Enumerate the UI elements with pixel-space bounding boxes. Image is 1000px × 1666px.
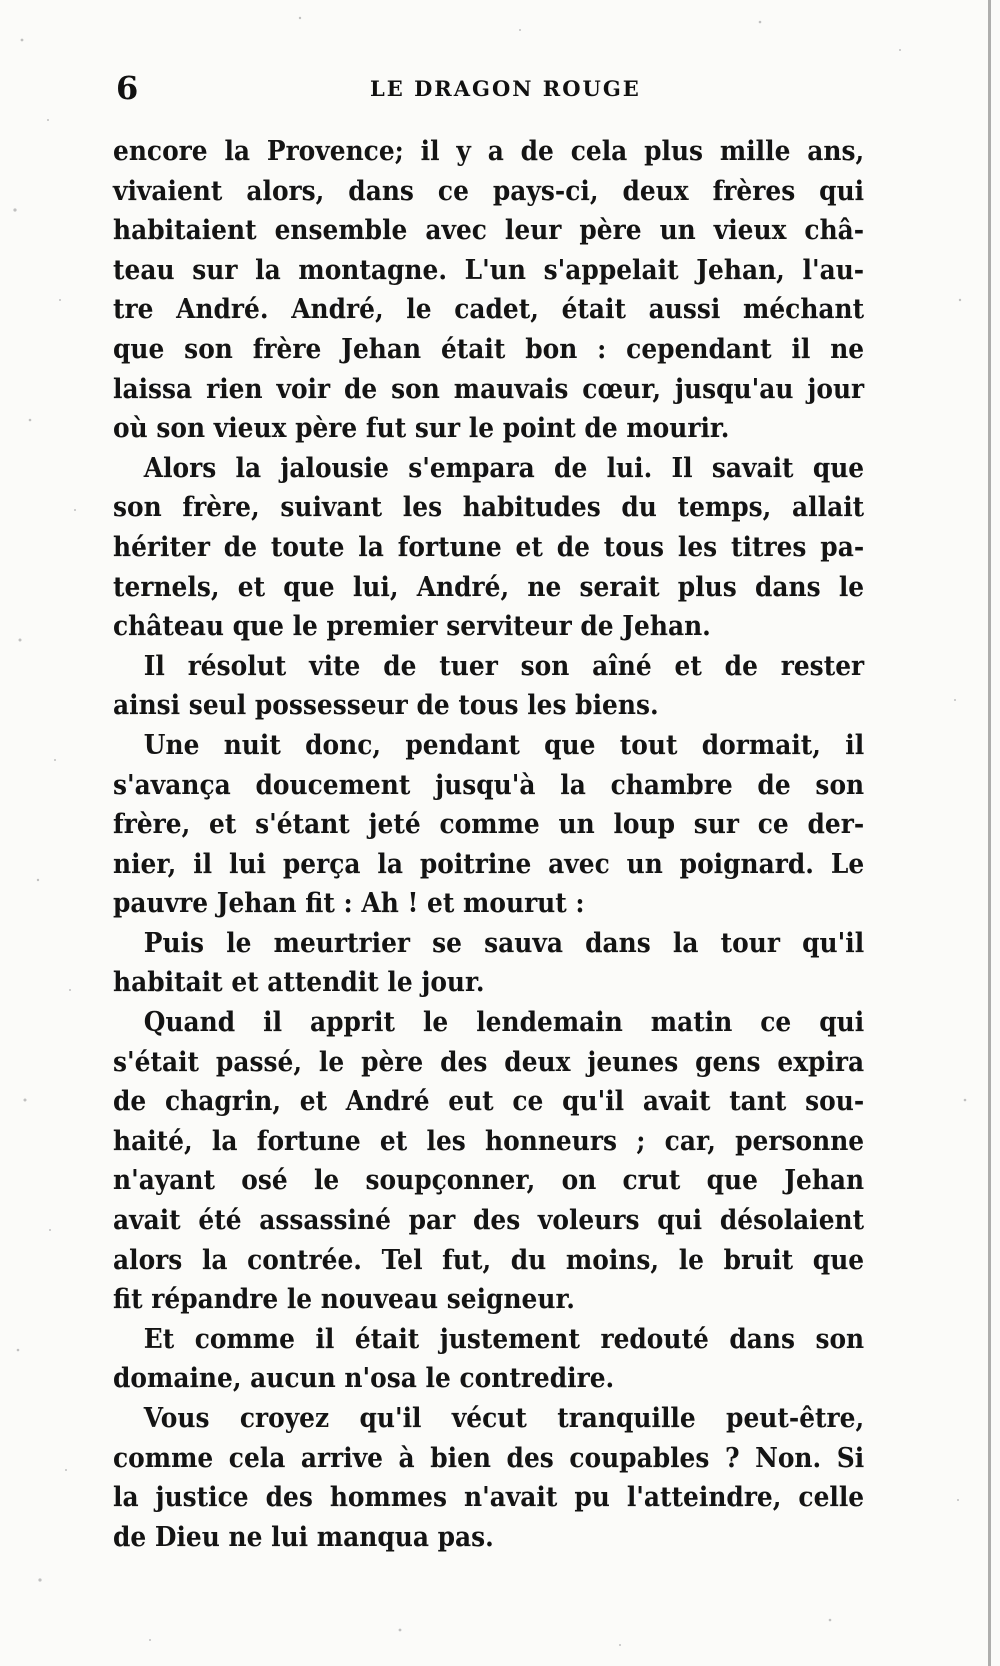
text-line: ternels, et que lui, André, ne serait plus dans le: [113, 570, 865, 603]
text-line: avait été assassiné par des voleurs qui désolaient: [113, 1204, 865, 1237]
body-text: [113, 132, 864, 1557]
page-number: 6: [116, 69, 139, 107]
text-line: s'était passé, le père des deux jeunes gens expira: [113, 1045, 865, 1078]
text-line: habitait et attendit le jour.: [113, 966, 485, 999]
text-line: Une nuit donc, pendant que tout dormait, il: [143, 728, 865, 761]
text-line: nier, il lui perça la poitrine avec un poignard. Le: [113, 847, 865, 880]
text-line: Il résolut vite de tuer son aîné et de rester: [143, 649, 865, 682]
text-line: son frère, suivant les habitudes du temps, allait: [113, 491, 865, 524]
running-title: LE DRAGON ROUGE: [370, 76, 641, 101]
text-line: haité, la fortune et les honneurs ; car, personne: [113, 1124, 865, 1157]
text-line: fit répandre le nouveau seigneur.: [113, 1283, 575, 1316]
text-line: tre André. André, le cadet, était aussi méchant: [113, 293, 865, 326]
text-line: habitaient ensemble avec leur père un vieux châ-: [113, 214, 865, 247]
text-line: ainsi seul possesseur de tous les biens.: [113, 689, 659, 722]
text-line: vivaient alors, dans ce pays-ci, deux frères qui: [113, 174, 865, 207]
text-line: s'avança doucement jusqu'à la chambre de son: [113, 768, 865, 801]
text-line: de Dieu ne lui manqua pas.: [113, 1520, 494, 1553]
text-line: alors la contrée. Tel fut, du moins, le bruit que: [113, 1243, 865, 1276]
text-line: laissa rien voir de son mauvais cœur, jusqu'au jour: [113, 372, 865, 405]
text-line: encore la Provence; il y a de cela plus mille ans,: [113, 135, 865, 167]
page-header: [110, 68, 940, 108]
text-line: la justice des hommes n'avait pu l'atteindre, celle: [113, 1481, 865, 1514]
text-line: Alors la jalousie s'empara de lui. Il savait que: [143, 451, 865, 484]
text-line: teau sur la montagne. L'un s'appelait Jehan, l'au-: [113, 253, 865, 286]
text-line: Puis le meurtrier se sauva dans la tour qu'il: [143, 926, 865, 959]
text-line: de chagrin, et André eut ce qu'il avait tant sou-: [113, 1085, 865, 1118]
text-line: château que le premier serviteur de Jehan.: [113, 610, 711, 643]
text-line: frère, et s'étant jeté comme un loup sur ce der-: [113, 808, 865, 841]
text-line: où son vieux père fut sur le point de mourir.: [113, 412, 730, 445]
page-edge-line: [988, 0, 991, 1666]
text-line: n'ayant osé le soupçonner, on crut que Jehan: [113, 1164, 865, 1197]
text-line: Et comme il était justement redouté dans son: [143, 1322, 865, 1355]
text-line: domaine, aucun n'osa le contredire.: [113, 1362, 615, 1395]
text-line: pauvre Jehan fit : Ah ! et mourut :: [113, 887, 585, 920]
text-line: comme cela arrive à bien des coupables ? Non. Si: [113, 1441, 865, 1474]
text-line: Vous croyez qu'il vécut tranquille peut-être,: [143, 1402, 865, 1434]
text-line: hériter de toute la fortune et de tous les titres pa-: [113, 530, 865, 563]
text-line: Quand il apprit le lendemain matin ce qui: [143, 1006, 865, 1039]
text-line: que son frère Jehan était bon : cependant il ne: [113, 332, 865, 365]
